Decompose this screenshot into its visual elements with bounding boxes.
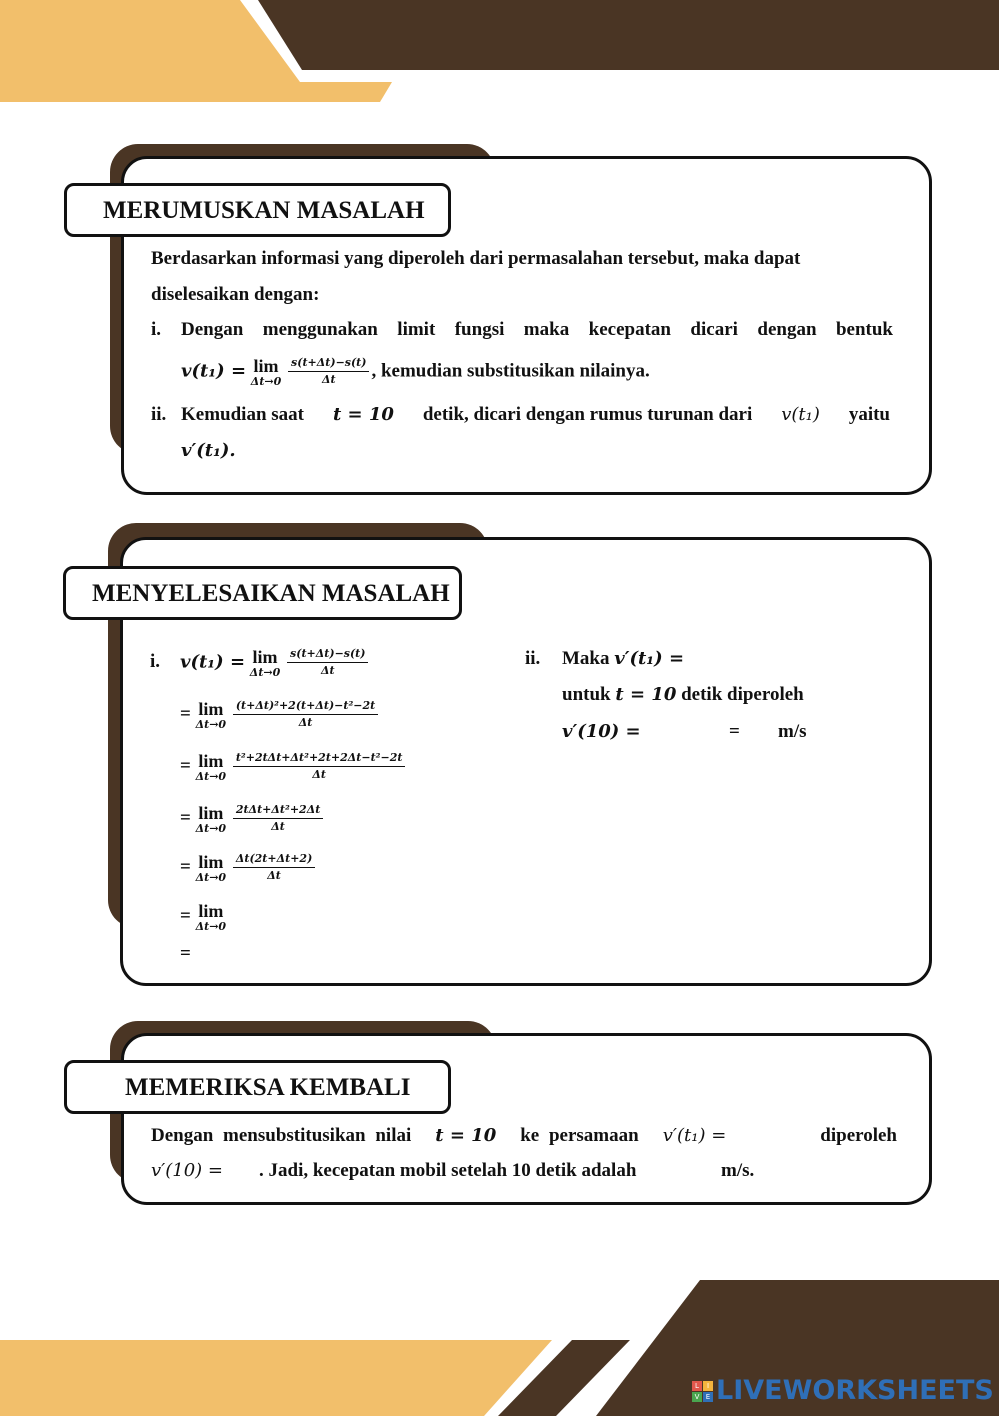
section2-ii-line3-lhs: v′(10) = bbox=[562, 721, 641, 742]
derivation-step-1: v(t₁) = lim Δt→0 $\frac{s(t+\Delta t)-s(t)}{\Delta t}$ bbox=[180, 640, 370, 686]
lim-operator: lim Δt→0 bbox=[195, 900, 227, 933]
section2-ii-line1: Maka v′(t₁) = bbox=[562, 648, 685, 669]
section3-line2-unit: m/s. bbox=[721, 1160, 755, 1181]
lim-operator: lim Δt→0 bbox=[249, 646, 281, 679]
section2-ii-marker: ii. bbox=[525, 648, 541, 669]
derivation-step-2: = lim Δt→0 $\frac{\text{(t+Δt)²+2(t+Δt)−t²−2t}}{\Delta t}$ bbox=[180, 692, 380, 738]
section3-title-box bbox=[64, 1060, 451, 1114]
section1-title: MERUMUSKAN MASALAH bbox=[103, 197, 425, 224]
section1-formula-lhs: v(t₁) = bbox=[181, 360, 247, 382]
section3-line1: Dengan mensubstitusikan nilai t = 10 ke persamaan v′(t₁) = diperoleh bbox=[151, 1125, 897, 1146]
derivation-step-6: = lim Δt→0 bbox=[180, 900, 227, 933]
section1-item-i-formula bbox=[181, 351, 650, 393]
top-decoration bbox=[0, 0, 999, 102]
section1-fraction: $\frac{s(t+\Delta t)-s(t)}{\Delta t}$ bbox=[288, 356, 369, 387]
section2-i-marker: i. bbox=[150, 651, 161, 672]
section2-title: MENYELESAIKAN MASALAH bbox=[92, 580, 450, 607]
liveworksheets-logo-text[interactable]: LIVEWORKSHEETS bbox=[716, 1375, 994, 1406]
section2-ii-line2: untuk t = 10 detik diperoleh bbox=[562, 684, 804, 705]
section1-intro: Berdasarkan informasi yang diperoleh dari permasalahan tersebut, maka dapat bbox=[151, 248, 801, 269]
section1-item-ii-marker: ii. bbox=[151, 404, 167, 425]
section3-line2-lhs: v′(10) = bbox=[151, 1160, 224, 1181]
derivation-step-4: = lim Δt→0 $\frac{\text{2tΔt+Δt²+2Δt}}{\Delta t}$ bbox=[180, 796, 325, 842]
section2-ii-line3-unit: m/s bbox=[778, 721, 807, 742]
section1-item-i-marker: i. bbox=[151, 319, 162, 340]
section2-ii-line3-eq: = bbox=[729, 721, 740, 742]
lim-operator: lim Δt→0 bbox=[195, 698, 227, 731]
section1-item-ii-line2: v′(t₁). bbox=[181, 440, 236, 461]
derivation-step-5: = lim Δt→0 $\frac{\Delta t(2t+\Delta t+2)}{\Delta t}$ bbox=[180, 845, 317, 891]
section1-title-box bbox=[64, 183, 451, 237]
derivation-step-7: = bbox=[180, 943, 191, 964]
section1-intro-2: diselesaikan dengan: bbox=[151, 284, 320, 305]
section1-item-i-text: Dengan menggunakan limit fungsi maka kecepatan dicari dengan bentuk bbox=[181, 319, 893, 340]
liveworksheets-logo-icon: L I V E bbox=[692, 1381, 714, 1403]
lim-operator: lim Δt→0 bbox=[195, 851, 227, 884]
lim-operator: lim Δt→0 bbox=[195, 802, 227, 835]
section2-title-box bbox=[63, 566, 462, 620]
lim-operator: lim Δt→0 bbox=[195, 750, 227, 783]
lim-operator: lim Δt→0 bbox=[250, 355, 282, 388]
derivation-step-3: = lim Δt→0 $\frac{\text{t²+2tΔt+Δt²+2t+2Δt−t²−2t}}{\Delta t}$ bbox=[180, 744, 407, 790]
section3-line2-text: . Jadi, kecepatan mobil setelah 10 detik adalah bbox=[259, 1160, 637, 1181]
section3-title: MEMERIKSA KEMBALI bbox=[125, 1074, 411, 1101]
section1-item-i-tail: , kemudian substitusikan nilainya. bbox=[371, 360, 650, 382]
section1-item-ii-text: Kemudian saat t = 10 detik, dicari dengan rumus turunan dari v(t₁) yaitu bbox=[181, 404, 890, 425]
